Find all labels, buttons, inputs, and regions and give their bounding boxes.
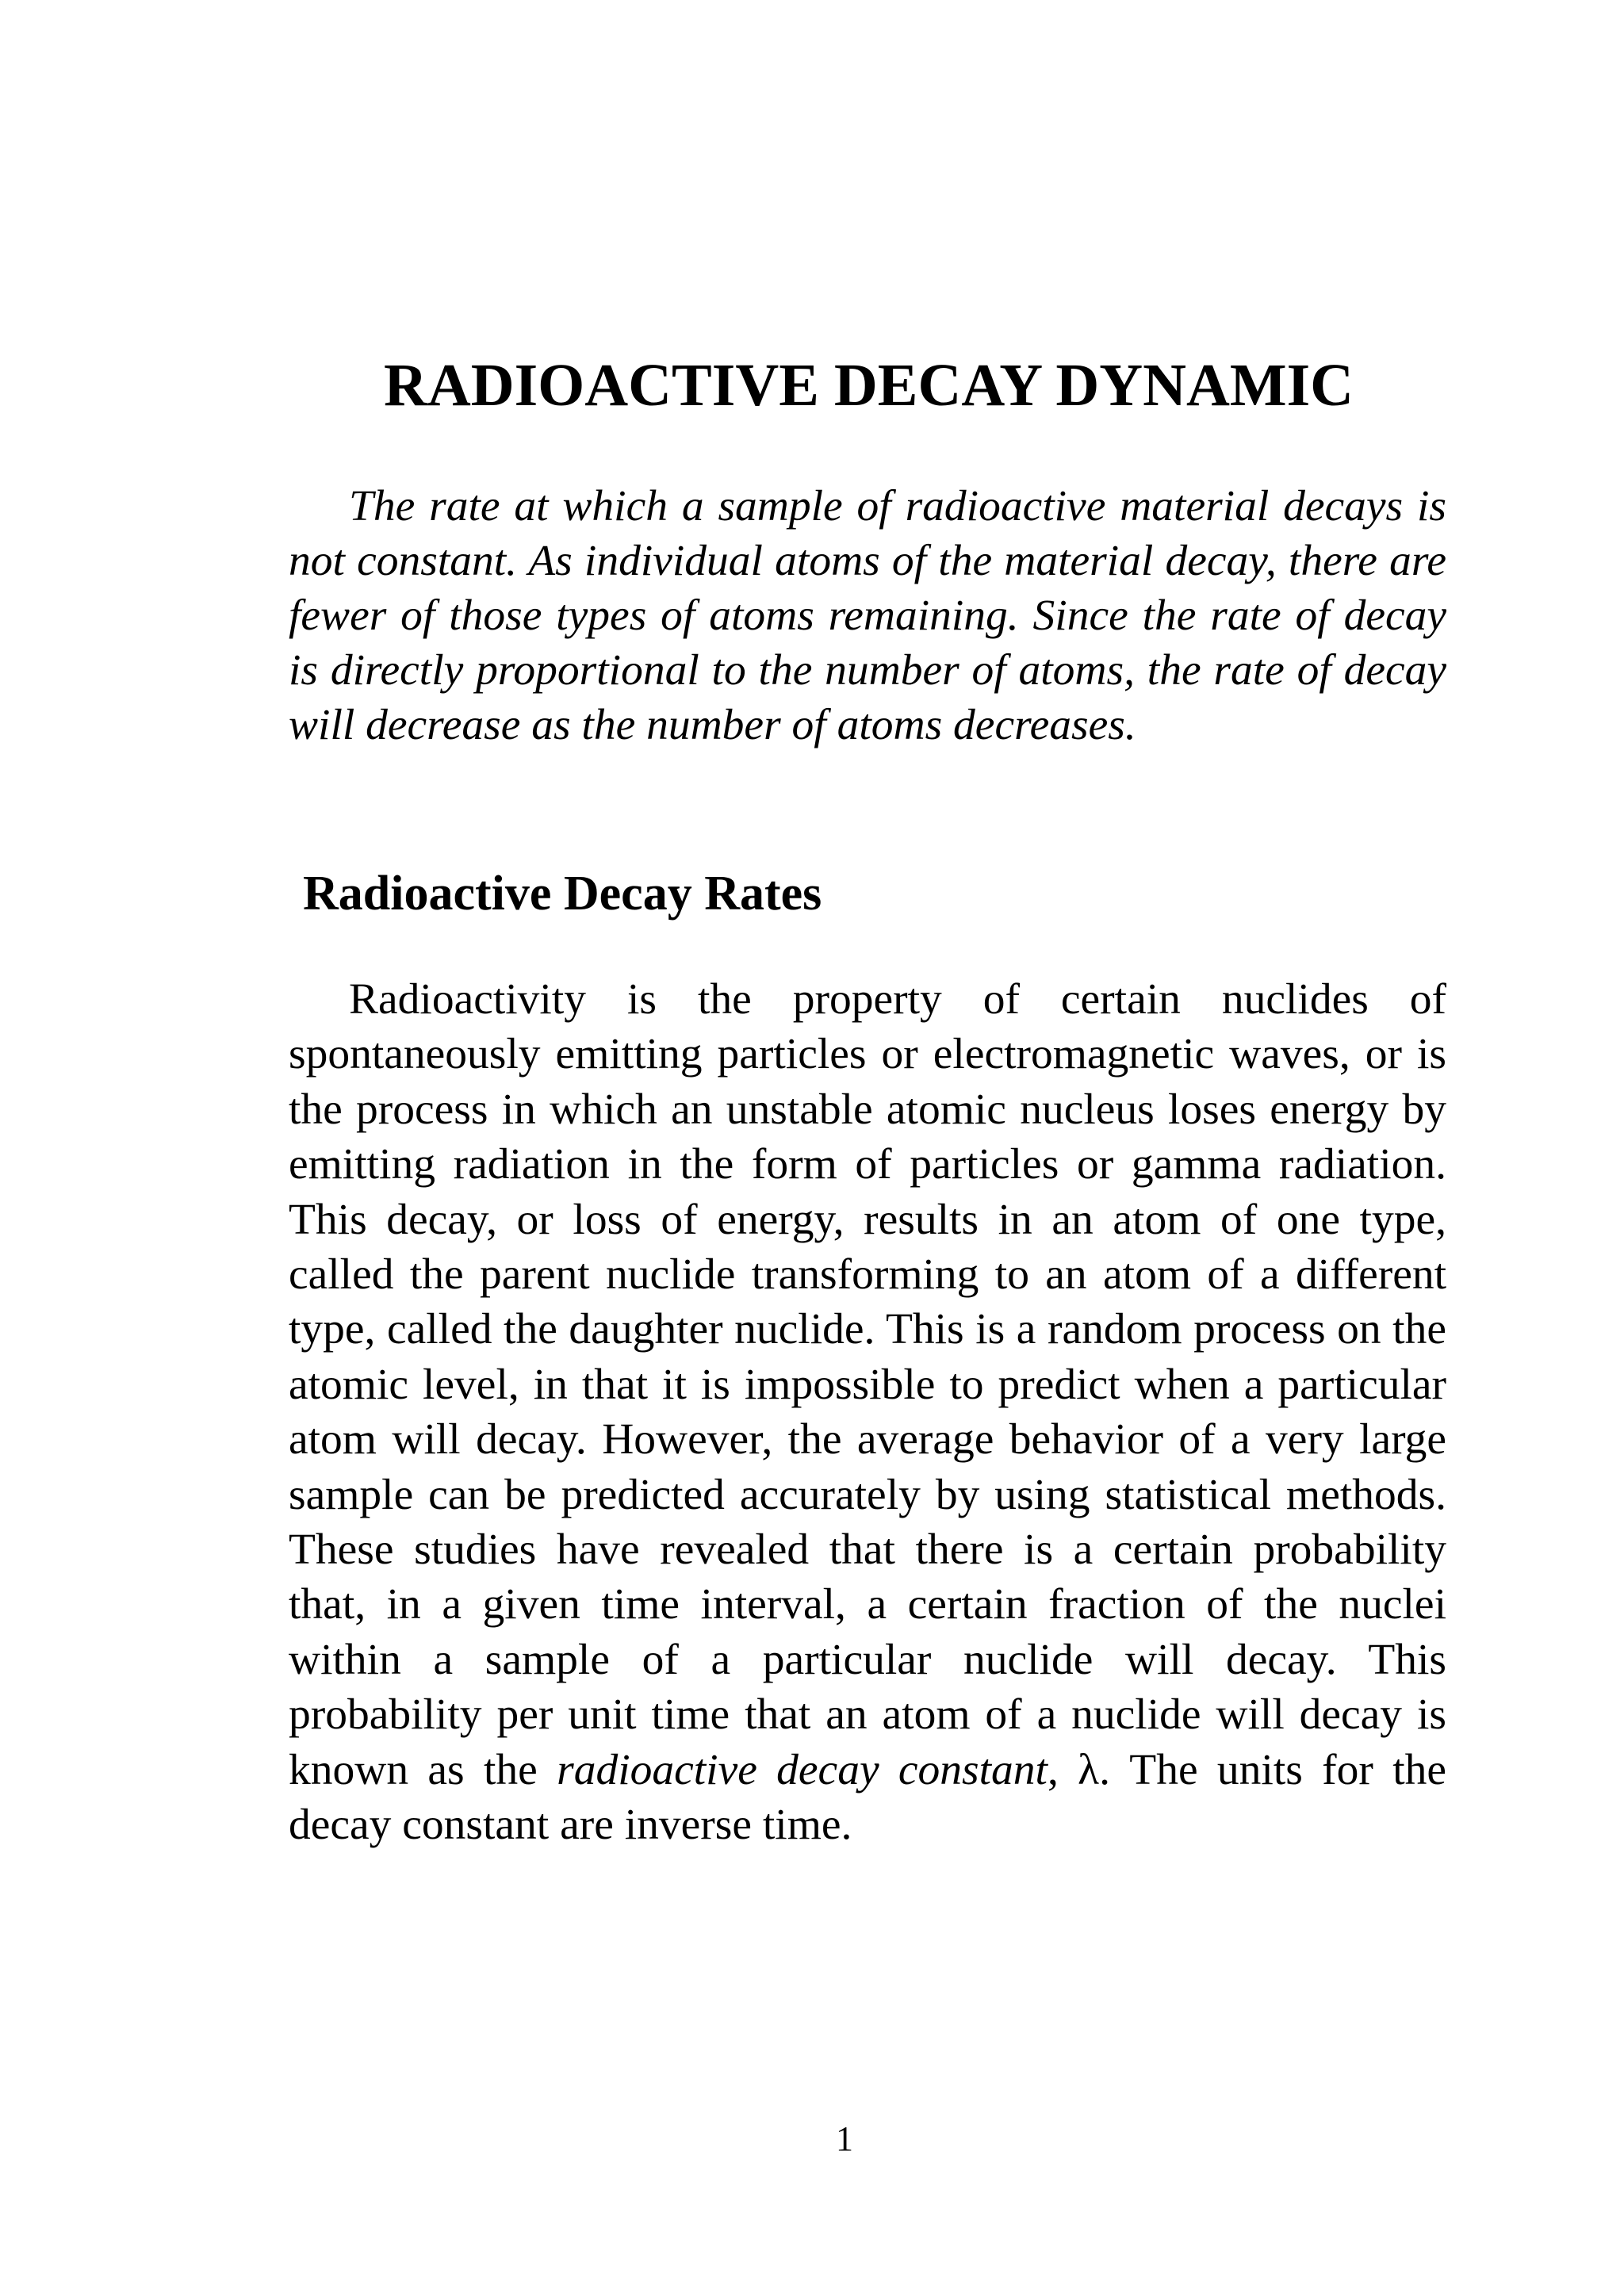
decay-constant-term: radioactive decay constant xyxy=(557,1745,1048,1794)
body-text-part-1: Radioactivity is the property of certain nuclides of spontaneously emitting particles or electromagnetic waves, or is the process in which an unstable atomic nucleus loses energy by emitting radiation in the form of particles or gamma radiation. This decay, or loss of energy, results in an atom of one type, called the parent nuclide transforming to an atom of a different type, called the daughter nuclide. This is a random process on the atomic level, in that it is impossible to predict when a particular atom will decay. However, the average behavior of a very large sample can be predicted accurately by using statistical methods. These studies have revealed that there is a certain probability that, in a given time interval, a certain fraction of the nuclei within a sample of a particular nuclide will decay. This probability per unit time that an atom of a nuclide will decay is known as the xyxy=(289,975,1446,1794)
section-heading: Radioactive Decay Rates xyxy=(303,867,822,921)
intro-paragraph: The rate at which a sample of radioactive material decays is not constant. As individual atoms of the material decay, there are fewer of those types of atoms remaining. Since the rate of decay is directly proportional to the number of atoms, the rate of decay will decrease as the number of atoms decreases. xyxy=(289,482,1446,749)
body-text-part-2: , λ. The units for the decay constant are inverse time. xyxy=(289,1745,1447,1850)
page-title: RADIOACTIVE DECAY DYNAMIC xyxy=(383,352,1354,419)
page-number: 1 xyxy=(836,2119,853,2158)
body-paragraph xyxy=(289,972,1446,1853)
